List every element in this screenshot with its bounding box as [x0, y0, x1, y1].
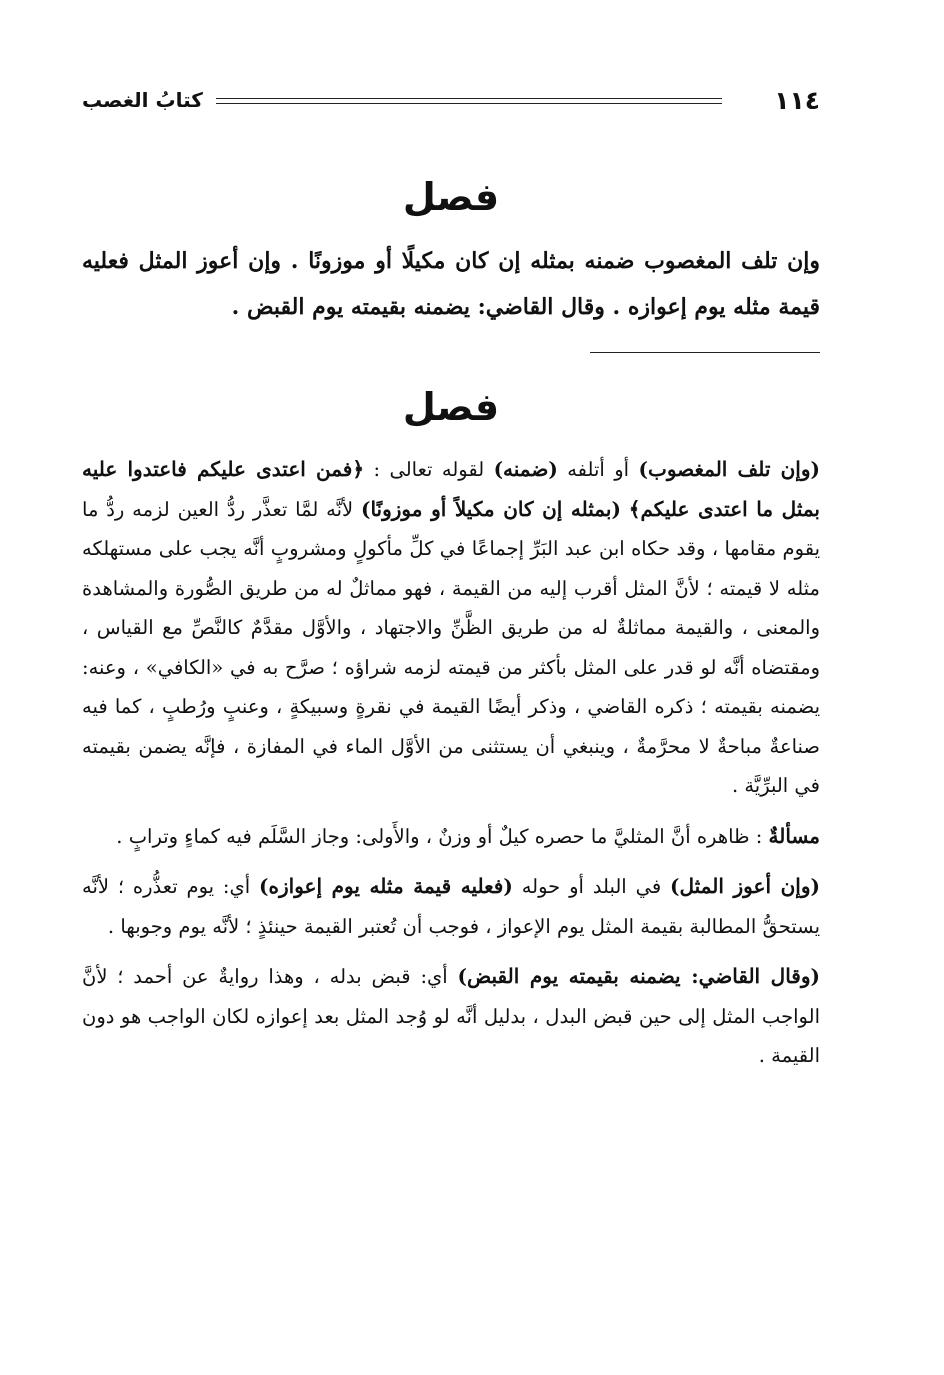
quran-verse: ﴿فمن اعتدى عليكم فاعتدوا عليه بمثل ما اعتدى عليكم﴾ [82, 457, 820, 521]
section-heading-2: فصل [402, 385, 500, 429]
quoted-matn: (ضمنه) [493, 457, 558, 481]
page-number: ١١٤ [774, 85, 820, 115]
quoted-matn: (وقال القاضي: يضمنه بقيمته يوم القبض) [457, 964, 820, 988]
commentary-text: في البلد أو حوله [512, 875, 671, 898]
running-title: كتابُ الغصب [82, 88, 203, 112]
commentary-paragraph-1 [82, 450, 820, 806]
section-divider [590, 352, 820, 353]
commentary-paragraph-2 [82, 817, 820, 857]
commentary-text: لأنَّه لمَّا تعذَّر ردُّ العين لزمه ردُّ ما يقوم مقامها ، وقد حكاه ابن عبد البَرِّ إجماعًا في كلِّ مأكولٍ ومشروبٍ أنَّه يجب على مستهلكه مثله لا قيمته ؛ لأنَّ المثل أقرب إليه من القيمة ، فهو مماثلٌ له من طريق الصُّورة والمشاهدة والمعنى ، والقيمة مماثلةٌ له من طريق الظَّنِّ والاجتهاد ، والأوَّل مقدَّمٌ كالنَّصِّ مع القياس ، ومقتضاه أنَّه لو قدر على المثل بأكثر من قيمته لزمه شراؤه ؛ صرَّح به في «الكافي» ، وعنه: يضمنه بقيمته ؛ ذكره القاضي ، وذكر أيضًا القيمة في نقرةٍ وسبيكةٍ ، وعنبٍ ورُطبٍ ، كما فيه صناعةٌ مباحةٌ لا محرَّمةٌ ، وينبغي أن يستثنى من الأوَّل الماء في المفازة ، فإنَّه يضمن بقيمته في البرِّيَّة . [82, 497, 820, 797]
commentary-text [621, 498, 629, 521]
page-header [82, 82, 820, 118]
quoted-matn: (بمثله إن كان مكيلاً أو موزونًا) [360, 496, 621, 521]
quoted-matn: (فعليه قيمة مثله يوم إعوازه) [259, 874, 513, 898]
quoted-matn: (وإن تلف المغصوب) [638, 457, 820, 481]
issue-label: مسألةٌ [768, 823, 820, 848]
commentary-text: أو أتلفه [557, 458, 639, 481]
section-heading-1: فصل [402, 175, 500, 219]
commentary-text: أي: قبض بدله ، وهذا روايةٌ عن أحمد ؛ لأنَّ الواجب المثل إلى حين قبض البدل ، بدليل أنَّه لو وُجد المثل بعد إعوازه لكان الواجب هو دون القيمة . [82, 965, 820, 1067]
commentary [82, 450, 820, 1087]
commentary-paragraph-4 [82, 957, 820, 1076]
commentary-paragraph-3 [82, 867, 820, 946]
commentary-text: أي: يوم تعذُّره ؛ لأنَّه يستحقُّ المطالبة بقيمة المثل يوم الإعواز ، فوجب أن تُعتبر القيمة حينئذٍ ؛ لأنَّه يوم وجوبها . [82, 875, 820, 938]
quoted-matn: (وإن أعوز المثل) [670, 874, 820, 898]
commentary-text: لقوله تعالى : [364, 458, 494, 481]
matn-text: وإن تلف المغصوب ضمنه بمثله إن كان مكيلًا أو موزونًا . وإن أعوز المثل فعليه قيمة مثله يوم إعوازه . وقال القاضي: يضمنه بقيمته يوم القبض . [82, 248, 820, 320]
commentary-text: : ظاهره أنَّ المثليَّ ما حصره كيلٌ أو وزنٌ ، والأَولى: وجاز السَّلَم فيه كماءٍ وترابٍ . [116, 824, 769, 848]
header-rule [216, 98, 722, 104]
